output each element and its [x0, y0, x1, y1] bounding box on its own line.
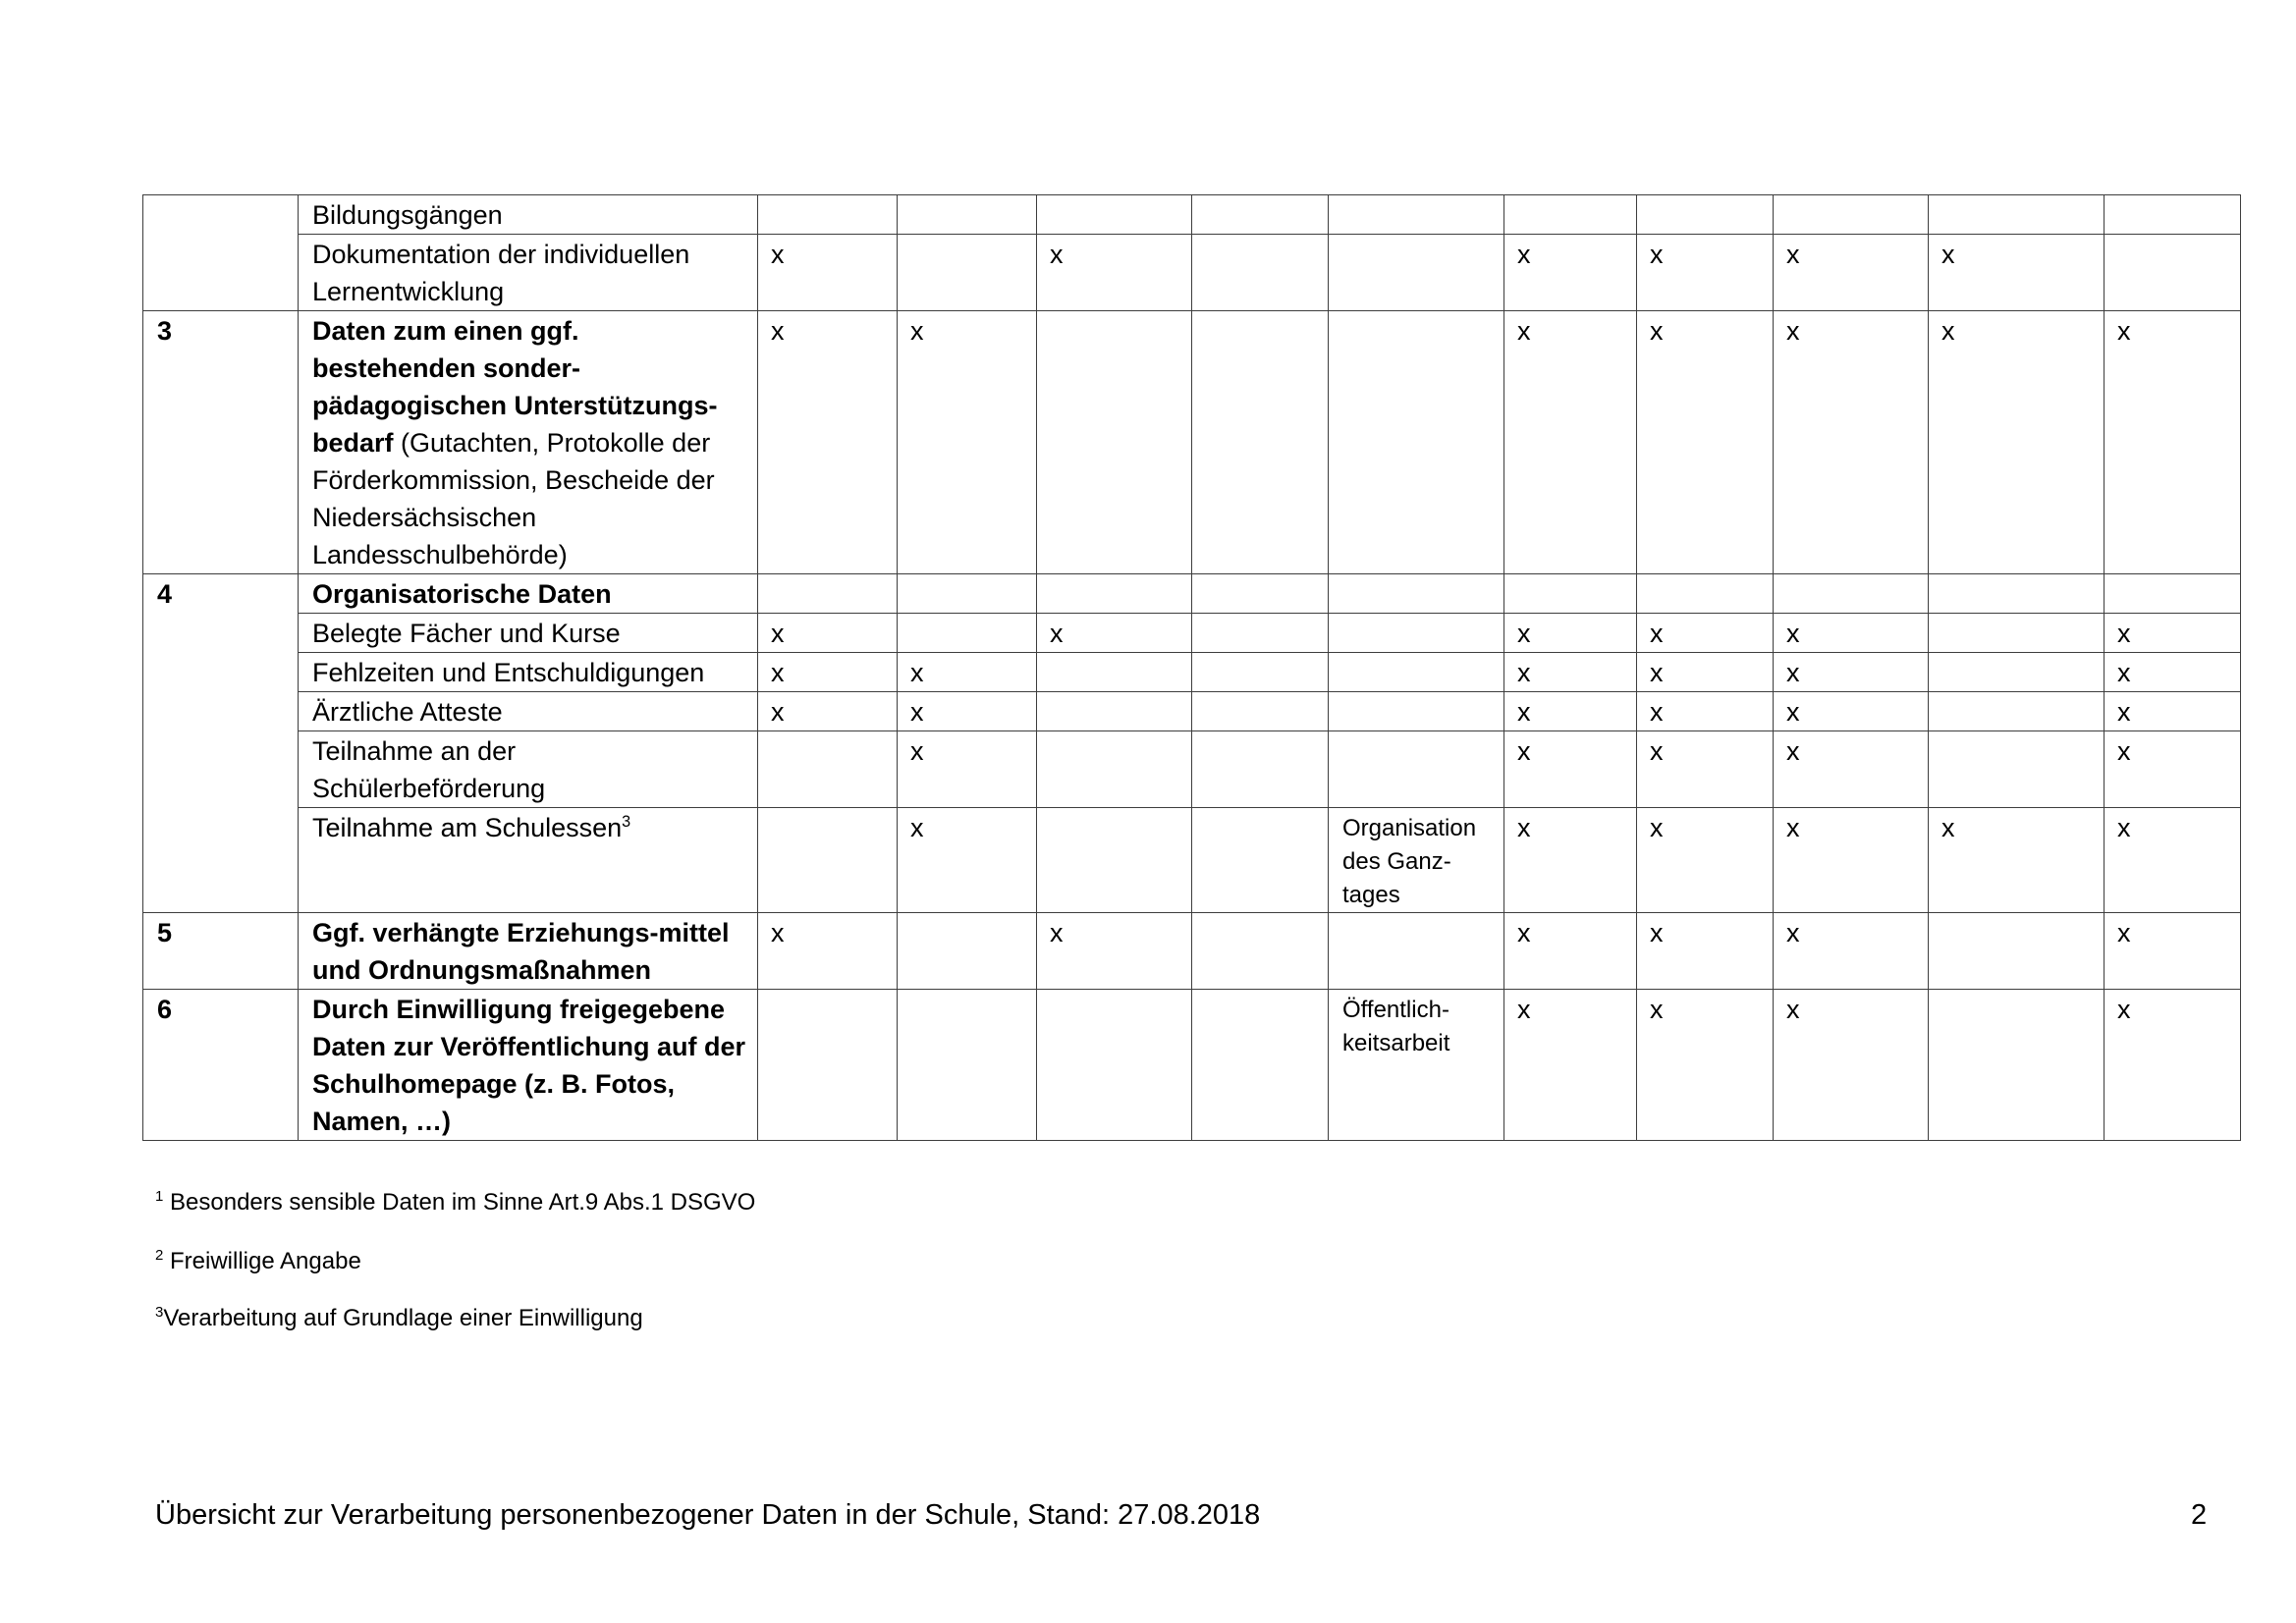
row-label: [299, 808, 758, 913]
x-mark: x: [758, 235, 898, 311]
footnote-number: 1: [155, 1188, 164, 1205]
x-mark: x: [1504, 990, 1637, 1141]
x-mark: x: [1637, 808, 1774, 913]
x-mark: x: [2105, 731, 2241, 808]
x-mark: x: [2105, 653, 2241, 692]
x-mark: x: [1037, 235, 1192, 311]
data-processing-table: [142, 194, 2241, 1141]
x-mark: x: [2105, 990, 2241, 1141]
row-label: Durch Einwilligung freigegebene Daten zur Veröffentlichung auf der Schulhomepage (z. B. Fotos, Namen, …): [299, 990, 758, 1141]
x-mark: x: [1504, 311, 1637, 574]
row-number: 6: [143, 990, 299, 1141]
table-row: [143, 574, 2241, 614]
row-label: Bildungsgängen: [299, 195, 758, 235]
x-mark: x: [1637, 614, 1774, 653]
footnote-ref: 3: [622, 813, 631, 831]
x-mark: x: [758, 692, 898, 731]
x-mark: x: [1637, 913, 1774, 990]
x-mark: x: [1637, 990, 1774, 1141]
x-mark: x: [1774, 653, 1929, 692]
table-row: [143, 808, 2241, 913]
x-mark: x: [1504, 692, 1637, 731]
x-mark: x: [2105, 311, 2241, 574]
footnote: [155, 1304, 643, 1333]
footnote-number: 2: [155, 1247, 164, 1264]
x-mark: x: [1774, 913, 1929, 990]
row-label: Teilnahme an der Schülerbeförderung: [299, 731, 758, 808]
x-mark: x: [1637, 311, 1774, 574]
table-row: [143, 913, 2241, 990]
row-label: Fehlzeiten und Entschuldigungen: [299, 653, 758, 692]
row-label-text: Teilnahme am Schulessen: [312, 813, 623, 842]
x-mark: x: [1504, 235, 1637, 311]
row-label: [299, 311, 758, 574]
x-mark: x: [1504, 653, 1637, 692]
x-mark: x: [898, 311, 1037, 574]
x-mark: x: [1504, 913, 1637, 990]
x-mark: x: [1774, 614, 1929, 653]
footnote-text: Freiwillige Angabe: [163, 1248, 361, 1274]
table-row: [143, 990, 2241, 1141]
row-label: Ärztliche Atteste: [299, 692, 758, 731]
x-mark: x: [1504, 808, 1637, 913]
table-row: [143, 195, 2241, 235]
row-number: 4: [143, 574, 299, 913]
x-mark: x: [1929, 808, 2105, 913]
table-row: [143, 235, 2241, 311]
x-mark: x: [1929, 235, 2105, 311]
x-mark: x: [898, 692, 1037, 731]
row-label: Belegte Fächer und Kurse: [299, 614, 758, 653]
x-mark: x: [898, 731, 1037, 808]
row-label-detail: (Gutachten, Protokolle der Förderkommission, Bescheide der Niedersächsischen Landesschulbehörde): [312, 428, 715, 569]
x-mark: x: [2105, 614, 2241, 653]
x-mark: x: [1637, 653, 1774, 692]
x-mark: x: [1929, 311, 2105, 574]
x-mark: x: [1774, 731, 1929, 808]
footnote-text: Verarbeitung auf Grundlage einer Einwilligung: [163, 1305, 643, 1331]
x-mark: x: [2105, 692, 2241, 731]
footnote: [155, 1188, 755, 1217]
row-label: Dokumentation der individuellen Lernentwicklung: [299, 235, 758, 311]
page-number: 2: [2191, 1499, 2208, 1531]
x-mark: x: [1774, 990, 1929, 1141]
purpose-note: Organisation des Ganz-tages: [1329, 808, 1504, 913]
table-row: [143, 731, 2241, 808]
table-row: [143, 692, 2241, 731]
row-number-cell: [143, 195, 299, 311]
x-mark: x: [1637, 235, 1774, 311]
table-row: [143, 311, 2241, 574]
x-mark: x: [1037, 614, 1192, 653]
table-row: [143, 653, 2241, 692]
x-mark: x: [898, 653, 1037, 692]
row-label-bold: Daten zum einen ggf. bestehenden sonder-pädagogischen Unterstützungs-bedarf: [312, 316, 718, 458]
x-mark: x: [898, 808, 1037, 913]
row-number: 5: [143, 913, 299, 990]
x-mark: x: [758, 614, 898, 653]
purpose-note: Öffentlich-keitsarbeit: [1329, 990, 1504, 1141]
footnote: [155, 1247, 361, 1276]
row-label: Organisatorische Daten: [299, 574, 758, 614]
x-mark: x: [1774, 808, 1929, 913]
footer-text: Übersicht zur Verarbeitung personenbezogener Daten in der Schule, Stand: 27.08.2018: [155, 1499, 1261, 1531]
x-mark: x: [1504, 731, 1637, 808]
x-mark: x: [1037, 913, 1192, 990]
x-mark: x: [2105, 808, 2241, 913]
x-mark: x: [758, 311, 898, 574]
x-mark: x: [758, 913, 898, 990]
row-label: Ggf. verhängte Erziehungs-mittel und Ordnungsmaßnahmen: [299, 913, 758, 990]
x-mark: x: [1774, 692, 1929, 731]
x-mark: x: [2105, 913, 2241, 990]
x-mark: x: [758, 653, 898, 692]
x-mark: x: [1774, 311, 1929, 574]
footnote-text: Besonders sensible Daten im Sinne Art.9 Abs.1 DSGVO: [163, 1189, 756, 1216]
footnote-number: 3: [155, 1304, 164, 1321]
x-mark: x: [1637, 731, 1774, 808]
table-row: [143, 614, 2241, 653]
x-mark: x: [1504, 614, 1637, 653]
x-mark: x: [1637, 692, 1774, 731]
row-number: 3: [143, 311, 299, 574]
x-mark: x: [1774, 235, 1929, 311]
